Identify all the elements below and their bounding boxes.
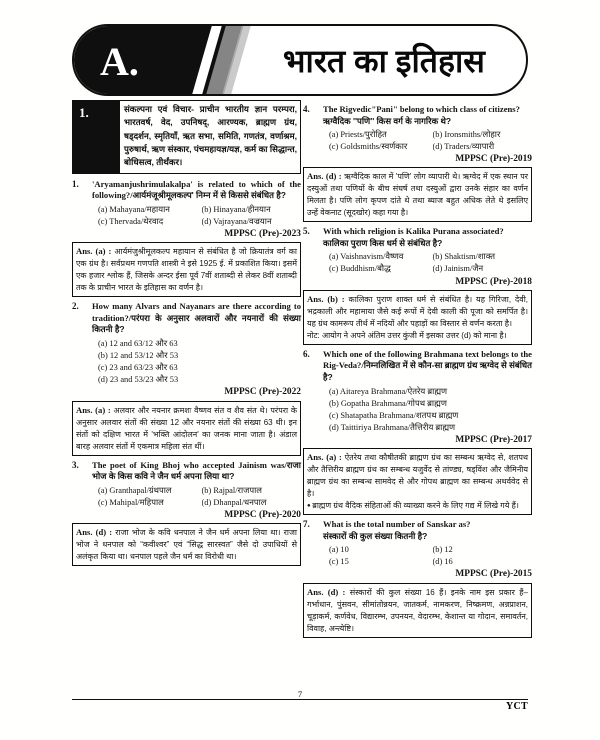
question-text-hi: राजा भोज के किस कवि ने जैन धर्म अपना लिया था? — [92, 459, 301, 482]
answer-text: ऋग्वैदिक काल में 'पणि' लोग व्यापारी थे। ऋग्वेद में एक स्थान पर दस्युओं तथा पणियों के बीच संघर्ष तथा दस्युओं द्वारा उनके संहार का वर्णन मिलता है। पणि लोग कृपण दांते थे तथा ब्याज बहुत अधिक लेते थे इसलिए उन्हें वेकनाट (सूदखोर) कहा गया है। — [307, 172, 529, 218]
option-b[interactable]: (b) Ironsmiths/लोहार — [432, 129, 501, 139]
answer-text: ऐतरेय तथा कौषीतकी ब्राह्मण ग्रंथ का सम्बन्ध ऋग्वेद से, शतपथ और तैत्तिरीय ब्राह्मण ग्रंथ का सम्बन्ध यजुर्वेद से तांण्ड्य, षड्विंश और जैमिनीय ब्राह्मण ग्रंथ का सम्बन्ध सामवेद से और गोपथ ब्राह्मण का सम्बन्ध अथर्ववेद से है। — [307, 453, 528, 499]
question-text — [92, 179, 301, 202]
option-d[interactable]: (d) Taittiriya Brahmana/तैत्तिरीय ब्राह्मण — [329, 422, 456, 432]
question-block — [72, 460, 301, 522]
question-text — [323, 104, 532, 127]
option-list — [92, 338, 301, 385]
page-footer — [72, 689, 528, 712]
banner-shape — [72, 24, 528, 96]
option-a[interactable]: (a) Mahayana/महायान — [98, 204, 170, 214]
question-text-hi: निम्नलिखित में से कौन-सा ब्राह्मण ग्रंथ ऋग्वेद से संबंधित है? — [323, 360, 532, 382]
question-text-hi: कालिका पुराण किस धर्म से संबंधित है? — [323, 238, 443, 248]
question-text-hi: ऋग्वैदिक ''पणि'' किस वर्ग के नागरिक थे? — [323, 115, 452, 126]
answer-box — [303, 448, 532, 515]
option-b[interactable]: (b) Gopatha Brahmana/गोपथ ब्राह्मण — [329, 398, 447, 408]
option-list — [323, 544, 532, 567]
option-c[interactable]: (c) Buddhism/बौद्ध — [329, 264, 391, 274]
answer-bullet-note: ● ब्राह्मण ग्रंथ वैदिक संहिताओं की व्याख्या करने के लिए गद्य में लिखे गये हैं। — [307, 500, 528, 512]
question-text-hi: परंपरा के अनुसार अलवारों और नयनारों की संख्या कितनी है? — [92, 312, 301, 335]
question-body — [323, 226, 532, 287]
section-letter: A. — [100, 39, 139, 84]
question-text-hi: आर्यमंजूश्रीमूलकल्प' निम्न में से किससे संबंधित है? — [132, 190, 286, 201]
question-number: 5. — [303, 226, 310, 237]
question-text-en: 'Aryamanjushrimulakalpa' is related to which of the following?/ — [92, 178, 301, 201]
question-number: 4. — [303, 104, 310, 114]
answer-text: संस्कारों की कुल संख्या 16 हैं। इनके नाम इस प्रकार हैं– गर्भाधान, पुंसवन, सीमांतोन्नयन, जातकर्म, नामकरण, निष्क्रमण, अन्नप्राशन, चूड़ाकर्म, कर्णवेध, विद्यारम्भ, उपनयन, वेदारम्भ, केशान्त या गोदान, समावर्तन, विवाह, अन्त्येष्टि। — [307, 587, 529, 633]
option-c[interactable]: (c) Shatapatha Brahmana/शतपथ ब्राह्मण — [329, 410, 459, 420]
question-block — [303, 519, 532, 580]
answer-text: कालिका पुराण शाक्त धर्म से संबंधित है। यह गिरिजा, देवी, भद्रकाली और महामाया जैसे कई रूपों में देवी काली की पूजा को समर्पित है। यह ग्रंथ कामरूप तीर्थ में नदियों और पहाड़ों का विस्तार से वर्णन करता है। — [307, 294, 528, 328]
option-d[interactable]: (d) Dhanpal/धनपाल — [201, 497, 267, 507]
option-c[interactable]: (c) Thervada/थेरवाद — [98, 216, 164, 226]
option-list — [323, 386, 532, 433]
question-block — [303, 226, 532, 287]
left-column — [72, 100, 301, 566]
question-text — [92, 301, 301, 336]
answer-box — [303, 167, 532, 222]
option-c[interactable]: (c) Goldsmiths/स्वर्णकार — [329, 141, 408, 151]
answer-text: आर्यमंजुश्रीमूलकल्प महायान से संबंधित है जो क्रियातंत्र वर्ग का एक ग्रंथ है। सर्वप्रथम गणपति शास्त्री ने इसे 1925 ई. में प्रकाशित किया। इसमें एक हजार श्लोक हैं, जिसके अन्दर ईसा पूर्व 7वीं शताब्दी से लेकर 8वीं शताब्दी तक के प्राचीन भारत के इतिहास का वर्णन है। — [76, 247, 297, 293]
option-d[interactable]: (d) Traders/व्यापारी — [432, 141, 495, 151]
option-b[interactable]: (b) Shaktism/शाक्त — [432, 252, 495, 262]
right-column — [303, 100, 532, 638]
question-text — [323, 226, 532, 249]
answer-box — [72, 523, 301, 566]
answer-label: Ans. (b) : — [307, 293, 345, 304]
concept-box-text: संकल्पना एवं विचार- प्राचीन भारतीय ज्ञान परम्परा, भारतवर्ष, वेद, उपनिषद्, आरण्यक, ब्राह्मण ग्रंथ, षड्दर्शन, स्मृतियाँ, ऋत सभा, समिति, गणतंत्र, वर्णाश्रम, पुरुषार्थ, ऋण संस्कार, पंचमहायज्ञ/यज्ञ, कर्म का सिद्धान्त, बोधिसत्व, तीर्थंकर। — [119, 101, 300, 173]
question-body — [92, 301, 301, 398]
question-block — [72, 301, 301, 398]
question-number: 6. — [303, 348, 310, 359]
question-text-hi: संस्कारों की कुल संख्या कितनी है? — [323, 530, 428, 541]
question-body — [323, 349, 532, 446]
question-number: 3. — [72, 459, 79, 470]
exam-source: MPPSC (Pre)-2022 — [224, 387, 301, 398]
question-text-en: With which religion is Kalika Purana associated? — [323, 226, 504, 237]
question-body — [323, 104, 532, 165]
option-d[interactable]: (d) 23 and 53/23 और 53 — [98, 375, 179, 385]
question-body — [92, 179, 301, 241]
option-b[interactable]: (b) Hinayana/हीनयान — [201, 204, 271, 214]
option-list — [323, 251, 532, 274]
option-b[interactable]: (b) 12 and 53/12 और 53 — [98, 350, 179, 360]
answer-label: Ans. (d) : — [307, 171, 342, 182]
publisher-brand: YCT — [505, 701, 528, 712]
exam-source: MPPSC (Pre)-2017 — [455, 434, 532, 445]
option-b[interactable]: (b) 12 — [432, 545, 453, 555]
question-text — [323, 349, 532, 384]
answer-label: Ans. (d) : — [76, 527, 113, 538]
question-text-en: How many Alvars and Nayanars are there according to tradition?/ — [92, 301, 301, 323]
question-block — [303, 104, 532, 165]
answer-box — [303, 290, 532, 345]
option-c[interactable]: (c) 23 and 63/23 और 63 — [98, 362, 178, 372]
concept-box — [72, 100, 301, 174]
answer-label: Ans. (d) : — [307, 586, 346, 597]
option-a[interactable]: (a) 12 and 63/12 और 63 — [98, 338, 178, 348]
chapter-banner — [72, 24, 528, 96]
option-list — [92, 485, 301, 508]
question-number: 7. — [303, 519, 310, 530]
question-body — [323, 519, 532, 580]
answer-note: नोट: आयोग ने अपने अंतिम उत्तर कुंजी में इसका उत्तर (d) को माना है। — [307, 330, 507, 340]
question-text-en: The Rigvedic"Pani" belong to which class of citizens? — [323, 104, 520, 114]
answer-box — [72, 242, 301, 297]
option-a[interactable]: (a) 10 — [329, 545, 349, 555]
option-a[interactable]: (a) Vaishnavism/वैष्णव — [329, 252, 404, 262]
option-d[interactable]: (d) 16 — [432, 557, 453, 567]
concept-box-number: 1. — [73, 101, 119, 173]
option-a[interactable]: (a) Priests/पुरोहित — [329, 129, 387, 139]
option-list — [323, 129, 532, 152]
exam-source: MPPSC (Pre)-2023 — [224, 228, 301, 239]
exam-source: MPPSC (Pre)-2018 — [455, 276, 532, 287]
question-text-en: Which one of the following Brahmana text belongs to the Rig-Veda?/ — [323, 348, 532, 371]
answer-label: Ans. (a) : — [307, 452, 342, 463]
exam-source: MPPSC (Pre)-2015 — [455, 569, 532, 580]
answer-box — [303, 583, 532, 638]
answer-label: Ans. (a) : — [76, 404, 111, 415]
page-number: 7 — [297, 689, 303, 699]
exam-source: MPPSC (Pre)-2019 — [455, 154, 532, 165]
option-a[interactable]: (a) Granthapal/ग्रंथपाल — [98, 485, 172, 495]
question-text — [92, 460, 301, 483]
question-body — [92, 460, 301, 522]
option-a[interactable]: (a) Aitareya Brahmana/ऐतरेय ब्राह्मण — [329, 386, 448, 396]
option-c[interactable]: (c) 15 — [329, 557, 349, 567]
answer-text: अलवार और नयनार क्रमशः वैष्णव संत व शैव संत थे। परंपरा के अनुसार अलवार संतों की संख्या 12 और नयनार संतों की संख्या 63 थी। इन संतों को दक्षिण भारत में 'भक्ति आंदोलन' का जनक माना जाता है। अंडाल बारह अलवार संतों में एकमात्र महिला संत थीं। — [76, 405, 297, 451]
option-d[interactable]: (d) Vajrayana/वज्रयान — [201, 216, 272, 226]
option-list — [92, 204, 301, 227]
answer-label: Ans. (a) : — [76, 246, 112, 257]
question-number: 2. — [72, 301, 79, 312]
question-block — [72, 179, 301, 241]
answer-box — [72, 401, 301, 456]
question-text — [323, 519, 532, 542]
option-c[interactable]: (c) Mahipal/महिपाल — [98, 497, 164, 507]
question-text-en: The poet of King Bhoj who accepted Jainism was/ — [92, 459, 287, 470]
question-number: 1. — [72, 178, 79, 189]
option-d[interactable]: (d) Jainism/जैन — [432, 264, 484, 274]
question-text-en: What is the total number of Sanskar as? — [323, 519, 471, 530]
answer-text: राजा भोज के कवि धनपाल ने जैन धर्म अपना लिया था। राजा भोज ने धनपाल को “कवीश्वर” एवं “सिद्ध सारस्वत” जैसे दो उपाधियों से अलंकृत किया था। धनपाल पहले जैन धर्म का विरोधी था। — [76, 528, 298, 562]
chapter-title: भारत का इतिहास — [283, 43, 485, 79]
option-b[interactable]: (b) Rajpal/राजपाल — [201, 485, 262, 495]
question-block — [303, 349, 532, 446]
exam-source: MPPSC (Pre)-2020 — [224, 509, 301, 520]
